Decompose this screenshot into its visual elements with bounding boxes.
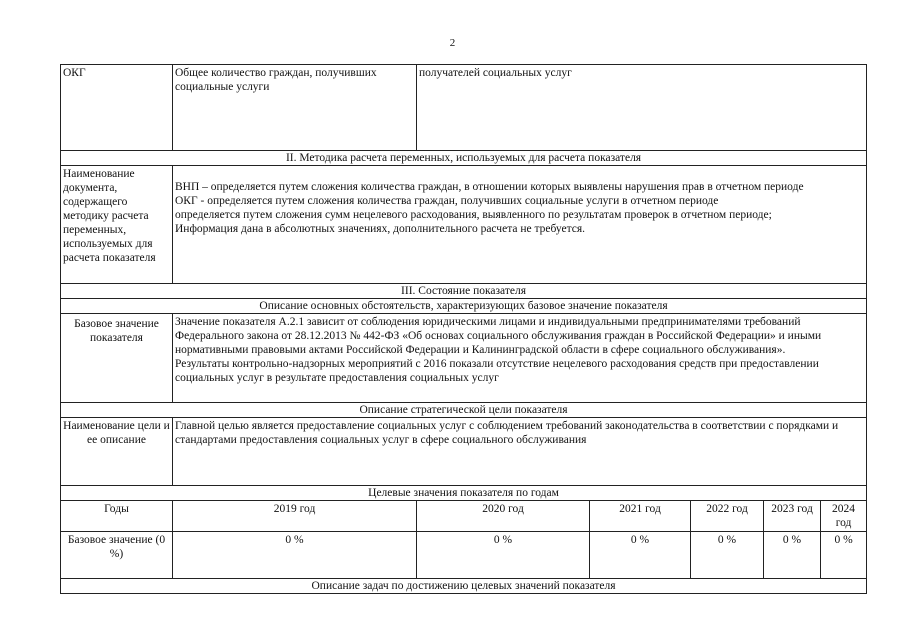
methodology-label: Наименование документа, содержащего методику расчета переменных, используемых для расчета показателя	[61, 166, 173, 284]
year-cell: 2023 год	[764, 501, 821, 532]
okg-code: ОКГ	[61, 65, 173, 151]
basic-description-title: Описание основных обстоятельств, характеризующих базовое значение показателя	[61, 299, 867, 314]
basic-text-paragraph: Значение показателя А.2.1 зависит от соблюдения юридическими лицами и индивидуальными предпринимателями требований Федерального закона от 28.12.2013 № 442-ФЗ «Об основах социального обслуживания граждан в Российской Федерации» и иными нормативными правовыми актами Российской Федерации и Калининградской области в сфере социального обслуживания».	[175, 316, 822, 356]
methodology-text	[173, 166, 867, 284]
okg-name: Общее количество граждан, получивших социальные услуги	[173, 65, 417, 151]
page-number: 2	[449, 37, 456, 49]
years-label: Годы	[61, 501, 173, 532]
okg-row	[61, 65, 867, 151]
indicator-passport	[60, 64, 866, 594]
indicator-table	[60, 64, 867, 594]
section-2-title: II. Методика расчета переменных, используемых для расчета показателя	[61, 151, 867, 166]
goal-description-title: Описание стратегической цели показателя	[61, 403, 867, 418]
basic-value-text	[173, 314, 867, 403]
tasks-title: Описание задач по достижению целевых значений показателя	[61, 579, 867, 594]
methodology-row	[61, 166, 867, 284]
base-value: 0 %	[764, 532, 821, 579]
basic-text-paragraph: Результаты контрольно-надзорных мероприятий с 2016 показали отсутствие нецелевого расходования средств при предоставлении социальных услуг в результате предоставления социальных услуг	[175, 358, 819, 384]
basic-value-row	[61, 314, 867, 403]
basic-value-label: Базовое значение показателя	[61, 314, 173, 403]
base-value: 0 %	[173, 532, 417, 579]
goal-label: Наименование цели и ее описание	[61, 418, 173, 486]
base-value: 0 %	[821, 532, 867, 579]
goal-text: Главной целью является предоставление социальных услуг с соблюдением требований законодательства в соответствии с порядками и стандартами предоставления социальных услуг в сфере социального обслуживания	[173, 418, 867, 486]
base-value: 0 %	[590, 532, 691, 579]
year-cell: 2022 год	[691, 501, 764, 532]
methodology-line: Информация дана в абсолютных значениях, дополнительного расчета не требуется.	[175, 223, 586, 235]
base-row-label: Базовое значение (0 %)	[61, 532, 173, 579]
year-cell: 2020 год	[417, 501, 590, 532]
section-3-title: III. Состояние показателя	[61, 284, 867, 299]
methodology-line: определяется путем сложения сумм нецелевого расходования, выявленного по результатам проверок в отчетном периоде;	[175, 209, 772, 221]
year-cell: 2024 год	[821, 501, 867, 532]
methodology-line: ВНП – определяется путем сложения количества граждан, в отношении которых выявлены нарушения прав в отчетном периоде	[175, 181, 804, 193]
base-value: 0 %	[417, 532, 590, 579]
years-row	[61, 501, 867, 532]
methodology-line: ОКГ - определяется путем сложения количества граждан, получивших социальные услуги в отчетном периоде	[175, 195, 719, 207]
targets-title: Целевые значения показателя по годам	[61, 486, 867, 501]
base-values-row	[61, 532, 867, 579]
base-value: 0 %	[691, 532, 764, 579]
goal-row	[61, 418, 867, 486]
okg-unit: получателей социальных услуг	[417, 65, 867, 151]
year-cell: 2021 год	[590, 501, 691, 532]
year-cell: 2019 год	[173, 501, 417, 532]
